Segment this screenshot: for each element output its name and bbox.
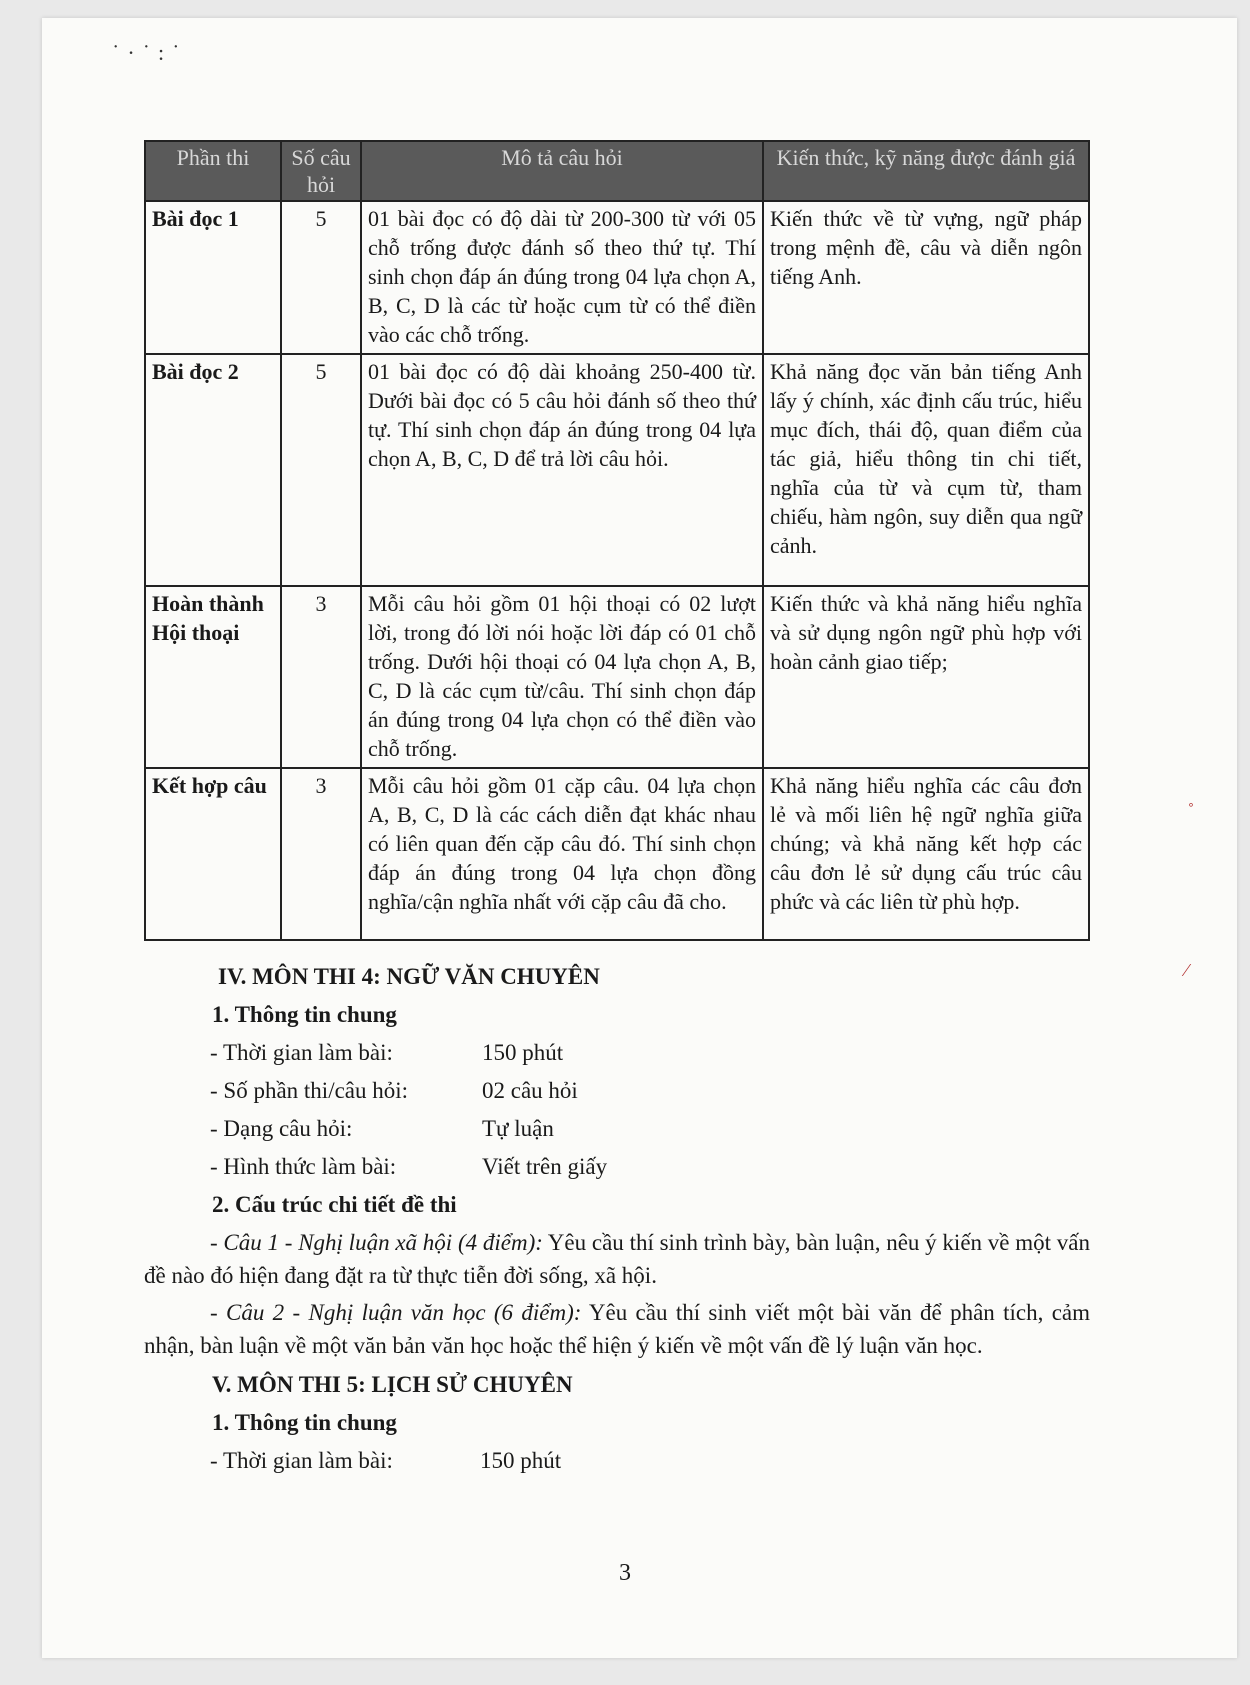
cell-count: 3 (281, 586, 361, 768)
info-value: Tự luận (482, 1116, 554, 1141)
cell-description: Mỗi câu hỏi gồm 01 cặp câu. 04 lựa chọn A, B, C, D là các cách diễn đạt khác nhau có liên quan đến cặp câu đó. Thí sinh chọn đáp án đúng trong 04 lựa chọn đồng nghĩa/cận nghĩa nhất với cặp câu đã cho. (361, 768, 763, 940)
table-row (145, 768, 1089, 940)
info-row (210, 1110, 1090, 1148)
info-row (210, 1442, 1090, 1480)
info-value: 150 phút (480, 1448, 562, 1473)
info-label: - Thời gian làm bài: (210, 1040, 393, 1065)
cell-part: Bài đọc 1 (145, 201, 281, 354)
section-4-title: IV. MÔN THI 4: NGỮ VĂN CHUYÊN (218, 964, 600, 989)
info-value: Viết trên giấy (482, 1154, 608, 1179)
cell-count: 5 (281, 201, 361, 354)
cell-count: 5 (281, 354, 361, 586)
header-skills: Kiến thức, kỹ năng được đánh giá (763, 141, 1089, 201)
scan-artifact: ˙·˙:˙ (112, 40, 188, 65)
info-row (210, 1148, 1090, 1186)
cell-description: 01 bài đọc có độ dài khoảng 250-400 từ. Dưới bài đọc có 5 câu hỏi đánh số theo thứ tự. Thí sinh chọn đáp án đúng trong 04 lựa chọn A, B, C, D để trả lời câu hỏi. (361, 354, 763, 586)
document-body (144, 958, 1090, 1480)
header-part: Phần thi (145, 141, 281, 201)
table-row (145, 354, 1089, 586)
cell-skills: Kiến thức và khả năng hiểu nghĩa và sử dụng ngôn ngữ phù hợp với hoàn cảnh giao tiếp; (763, 586, 1089, 768)
exam-structure-table (144, 140, 1090, 941)
cell-description: 01 bài đọc có độ dài từ 200-300 từ với 05 chỗ trống được đánh số theo thứ tự. Thí sinh chọn đáp án đúng trong 04 lựa chọn A, B, C, D là các từ hoặc cụm từ có thể điền vào các chỗ trống. (361, 201, 763, 354)
cell-part: Bài đọc 2 (145, 354, 281, 586)
question-1-text: Yêu cầu thí sinh trình bày, bàn luận, nêu ý kiến về một vấn đề nào đó hiện đang đặt ra từ thực tiễn đời sống, xã hội. (144, 1230, 1090, 1288)
cell-part: Kết hợp câu (145, 768, 281, 940)
red-pen-mark: ˚ (1188, 800, 1194, 820)
table-row (145, 201, 1089, 354)
question-1-paragraph (144, 1226, 1090, 1292)
table-header-row (145, 141, 1089, 201)
info-row (210, 1072, 1090, 1110)
cell-skills: Kiến thức về từ vựng, ngữ pháp trong mệnh đề, câu và diễn ngôn tiếng Anh. (763, 201, 1089, 354)
cell-skills: Khả năng đọc văn bản tiếng Anh lấy ý chính, xác định cấu trúc, hiểu mục đích, thái độ, quan điểm của tác giả, hiểu thông tin chi tiết, nghĩa của từ và cụm từ, tham chiếu, hàm ngôn, suy diễn qua ngữ cảnh. (763, 354, 1089, 586)
table-row (145, 586, 1089, 768)
section-5-title: V. MÔN THI 5: LỊCH SỬ CHUYÊN (212, 1372, 573, 1397)
question-2-label: - Câu 2 - Nghị luận văn học (6 điểm): (210, 1300, 582, 1325)
cell-count: 3 (281, 768, 361, 940)
info-label: - Số phần thi/câu hỏi: (210, 1078, 409, 1103)
info-label: - Dạng câu hỏi: (210, 1116, 353, 1141)
info-label: - Thời gian làm bài: (210, 1448, 393, 1473)
cell-skills: Khả năng hiểu nghĩa các câu đơn lẻ và mối liên hệ ngữ nghĩa giữa chúng; và khả năng kết hợp các câu đơn lẻ sử dụng cấu trúc câu phức và các liên từ phù hợp. (763, 768, 1089, 940)
cell-description: Mỗi câu hỏi gồm 01 hội thoại có 02 lượt lời, trong đó lời nói hoặc lời đáp có 01 chỗ trống. Dưới hội thoại có 04 lựa chọn A, B, C, D là các cụm từ/câu. Thí sinh chọn đáp án đúng trong 04 lựa chọn có thể điền vào chỗ trống. (361, 586, 763, 768)
info-label: - Hình thức làm bài: (210, 1154, 397, 1179)
header-description: Mô tả câu hỏi (361, 141, 763, 201)
section-4-general-info-heading: 1. Thông tin chung (212, 1002, 397, 1027)
question-1-label: - Câu 1 - Nghị luận xã hội (4 điểm): (210, 1230, 543, 1255)
red-pen-mark: ⁄ (1185, 960, 1189, 980)
section-5-general-info-heading: 1. Thông tin chung (212, 1410, 397, 1435)
header-count: Số câu hỏi (281, 141, 361, 201)
section-4-structure-heading: 2. Cấu trúc chi tiết đề thi (212, 1192, 457, 1217)
question-2-paragraph (144, 1296, 1090, 1362)
question-2-text: Yêu cầu thí sinh viết một bài văn để phân tích, cảm nhận, bàn luận về một văn bản văn học hoặc thể hiện ý kiến về một vấn đề lý luận văn học. (144, 1300, 1090, 1358)
info-value: 02 câu hỏi (482, 1078, 578, 1103)
info-row (210, 1034, 1090, 1072)
cell-part: Hoàn thành Hội thoại (145, 586, 281, 768)
info-value: 150 phút (482, 1040, 564, 1065)
page-number: 3 (619, 1560, 631, 1586)
